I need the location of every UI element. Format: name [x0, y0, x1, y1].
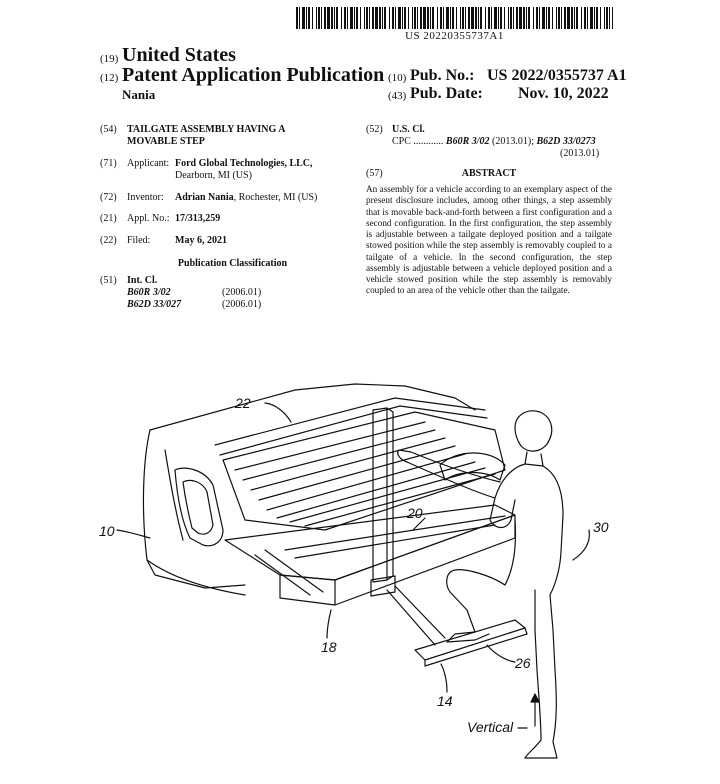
- ref-label-10: 10: [99, 523, 115, 539]
- inventor-surname: Nania: [122, 87, 156, 102]
- cpc-class-1: B60R 3/02: [445, 136, 490, 147]
- int-cl-label: Int. Cl.: [127, 275, 158, 286]
- appl-no-value: 17/313,259: [175, 213, 221, 224]
- inventor-code: (72): [100, 192, 117, 203]
- cpc-year-1: (2013.01);: [492, 136, 534, 147]
- title-line-2: MOVABLE STEP: [127, 136, 205, 147]
- us-cl-label: U.S. Cl.: [392, 124, 425, 135]
- abstract-text: An assembly for a vehicle according to an exemplary aspect of the present disclosure includes, among other things, a step assembly that is movable back-and-forth between a first configuration and a second configuration. In the first configuration, the step assembly is adjustable between a tailgate deployed position and a tailgate stowed position while the step assembly is removably coupled to a tailgate of a vehicle. In the second configuration, the step assembly is adjustable between a vehicle deployed position and a vehicle stowed position while the step assembly is removably coupled to an area of the vehicle other than the tailgate.: [366, 184, 612, 296]
- pub-date-label: Pub. Date:: [410, 85, 483, 102]
- publication-type: Patent Application Publication: [122, 64, 385, 86]
- filed-code: (22): [100, 235, 117, 246]
- inventor-name: Adrian Nania: [175, 192, 234, 203]
- cpc-year-2: (2013.01): [560, 148, 600, 159]
- appl-no-code: (21): [100, 213, 117, 224]
- ref-label-22: 22: [235, 395, 251, 411]
- pub-no-label: Pub. No.:: [410, 67, 475, 84]
- inventor-label: Inventor:: [127, 192, 164, 203]
- code-43: (43): [388, 90, 407, 102]
- ref-label-vertical: Vertical: [467, 719, 514, 735]
- title-line-1: TAILGATE ASSEMBLY HAVING A: [127, 124, 286, 135]
- pub-no: US 2022/0355737 A1: [487, 67, 627, 84]
- ref-label-26: 26: [515, 655, 531, 671]
- ref-label-30: 30: [593, 519, 609, 535]
- inventor-line: [175, 192, 317, 204]
- int-cl-code: (51): [100, 275, 117, 286]
- barcode-number: US 20220355737A1: [405, 30, 504, 42]
- code-19: (19): [100, 53, 119, 65]
- abstract-heading: ABSTRACT: [461, 168, 517, 179]
- title-code: (54): [100, 124, 117, 135]
- abstract-code: (57): [366, 168, 383, 179]
- applicant-label: Applicant:: [127, 158, 170, 169]
- vehicle-body: [143, 384, 487, 595]
- tailgate: [225, 505, 515, 605]
- person: [398, 411, 563, 758]
- int-cl-class-1: B60R 3/02: [127, 287, 171, 298]
- ref-label-18: 18: [321, 639, 337, 655]
- ref-label-20: 20: [407, 505, 423, 521]
- pub-date: Nov. 10, 2022: [518, 85, 609, 102]
- int-cl-year-2: (2006.01): [222, 299, 262, 310]
- applicant-name: Ford Global Technologies, LLC,: [175, 158, 313, 169]
- code-10: (10): [388, 72, 407, 84]
- applicant-location: Dearborn, MI (US): [175, 170, 252, 181]
- country: United States: [122, 44, 236, 66]
- appl-no-label: Appl. No.:: [127, 213, 170, 224]
- applicant-code: (71): [100, 158, 117, 169]
- int-cl-year-1: (2006.01): [222, 287, 262, 298]
- classification-heading: Publication Classification: [177, 258, 288, 269]
- code-12: (12): [100, 72, 119, 84]
- cpc-class-2: B62D 33/0273: [536, 136, 596, 147]
- barcode: [296, 7, 613, 29]
- cpc-line: [392, 136, 596, 148]
- int-cl-class-2: B62D 33/027: [127, 299, 182, 310]
- us-cl-code: (52): [366, 124, 383, 135]
- cpc-prefix: CPC ............: [392, 136, 444, 147]
- patent-figure: [95, 370, 635, 780]
- ref-label-14: 14: [437, 693, 453, 709]
- filed-value: May 6, 2021: [175, 235, 227, 246]
- filed-label: Filed:: [127, 235, 151, 246]
- inventor-location: , Rochester, MI (US): [233, 192, 318, 203]
- step-ladder: [387, 586, 527, 666]
